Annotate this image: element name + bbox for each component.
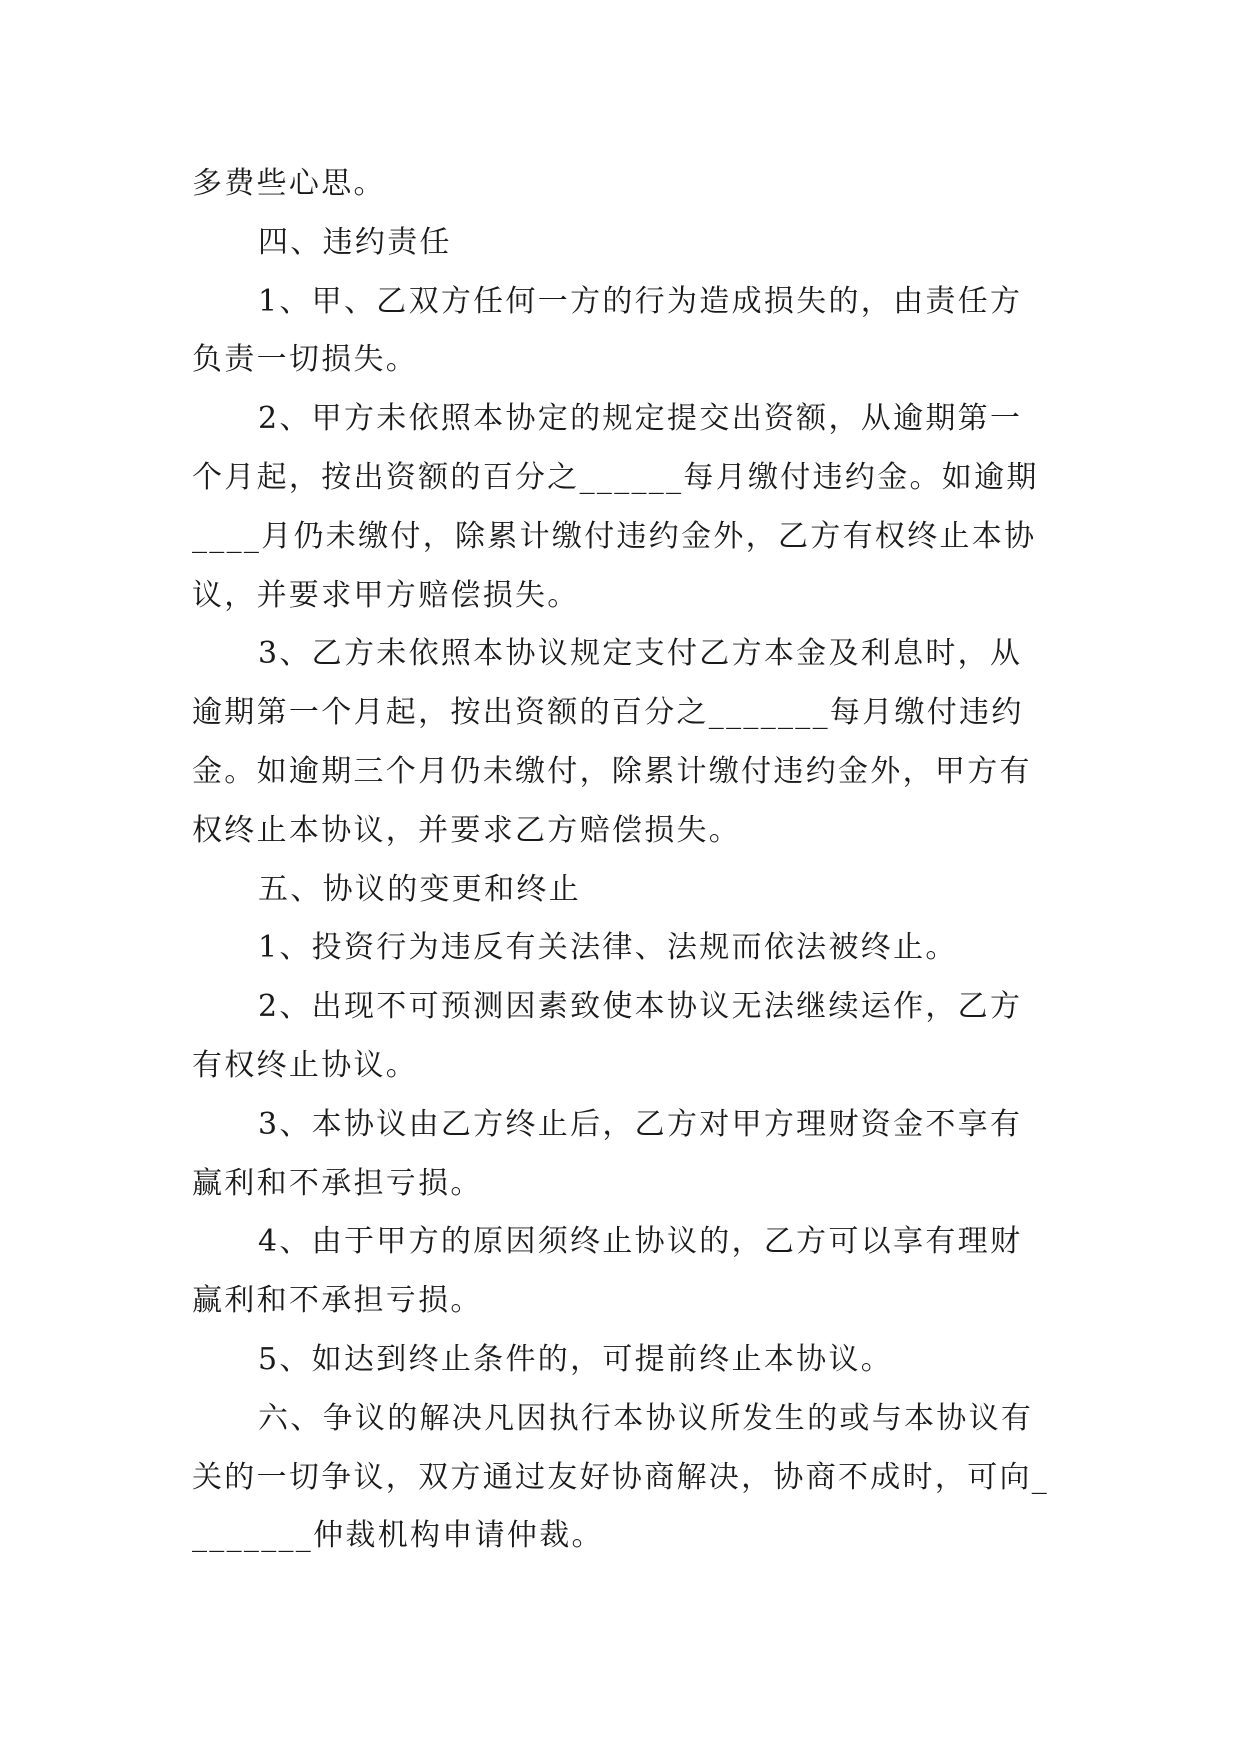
clause-5-1: 1、投资行为违反有关法律、法规而依法被终止。 <box>258 930 958 966</box>
clause-5-5: 5、如达到终止条件的，可提前终止本协议。 <box>258 1341 894 1377</box>
clause-4-3: 3、乙方未依照本协议规定支付乙方本金及利息时，从逾期第一个月起，按出资额的百分之_______每月缴付违约金。如逾期三个月仍未缴付，除累计缴付违约金外，甲方有权终止本协议，并要求乙方赔偿损失。 <box>192 636 1032 848</box>
clause-5-3: 3、本协议由乙方终止后，乙方对甲方理财资金不享有赢利和不承担亏损。 <box>192 1106 1023 1201</box>
paragraph-continuation: 多费些心思。 <box>192 166 386 201</box>
clause-5-4: 4、由于甲方的原因须终止协议的，乙方可以享有理财赢利和不承担亏损。 <box>192 1224 1023 1319</box>
document-page <box>192 155 1052 1566</box>
section-heading-breach-liability: 四、违约责任 <box>258 224 452 260</box>
section-heading-change-termination: 五、协议的变更和终止 <box>258 871 581 907</box>
clause-4-1: 1、甲、乙双方任何一方的行为造成损失的，由责任方负责一切损失。 <box>192 283 1023 378</box>
clause-4-2: 2、甲方未依照本协定的规定提交出资额，从逾期第一个月起，按出资额的百分之______每月缴付违约金。如逾期____月仍未缴付，除累计缴付违约金外，乙方有权终止本协议，并要求甲方赔偿损失。 <box>192 401 1039 613</box>
clause-5-2: 2、出现不可预测因素致使本协议无法继续运作，乙方有权终止协议。 <box>192 989 1023 1083</box>
section-dispute-resolution: 六、争议的解决凡因执行本协议所发生的或与本协议有关的一切争议，双方通过友好协商解决，协商不成时，可向________仲裁机构申请仲裁。 <box>192 1400 1050 1554</box>
